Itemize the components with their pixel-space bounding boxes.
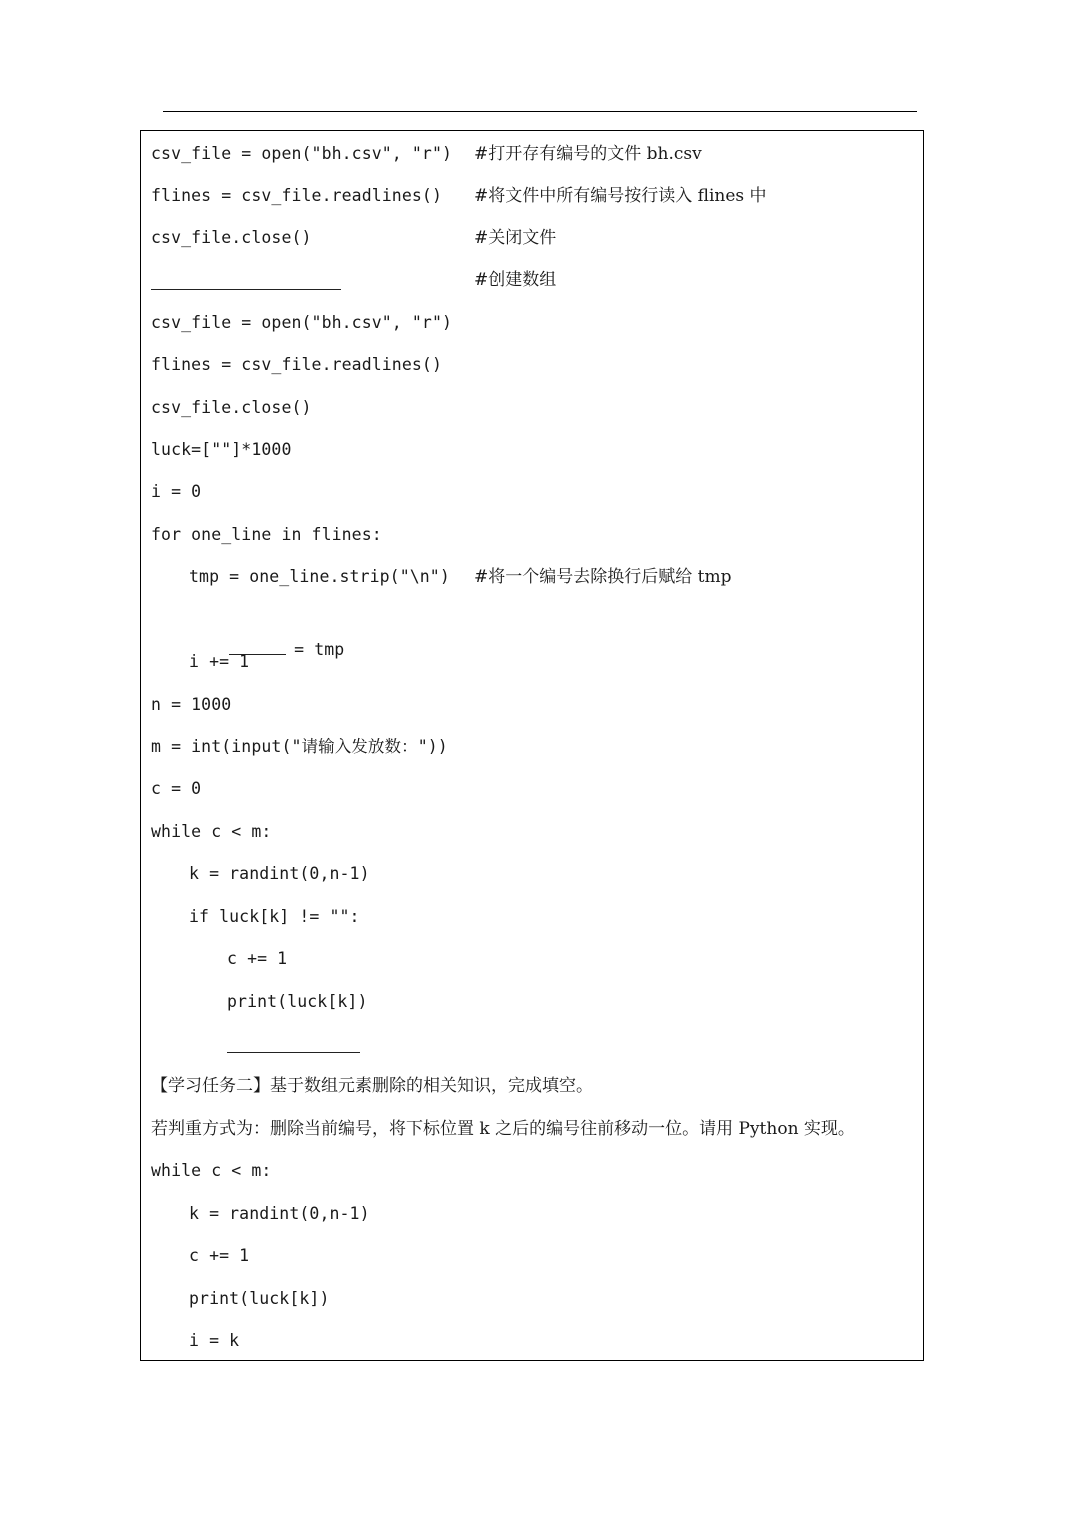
code-comment: #将文件中所有编号按行读入 flines 中	[474, 186, 767, 206]
code-line: i = k	[189, 1331, 240, 1350]
task-description: 若判重方式为：删除当前编号，将下标位置 k 之后的编号往前移动一位。请用 Python 实现。	[151, 1119, 855, 1139]
code-line: csv_file.close()	[151, 398, 312, 417]
code-line: csv_file = open("bh.csv", "r")	[151, 144, 453, 163]
fill-in-blank-mark-used[interactable]	[227, 1052, 360, 1053]
code-line: print(luck[k])	[189, 1289, 330, 1308]
code-line: print(luck[k])	[227, 992, 368, 1011]
code-line: csv_file.close()	[151, 228, 312, 247]
task-heading: 【学习任务二】基于数组元素删除的相关知识，完成填空。	[151, 1076, 593, 1096]
code-comment: #关闭文件	[474, 228, 557, 248]
code-line: k = randint(0,n-1)	[189, 1204, 370, 1223]
code-line: flines = csv_file.readlines()	[151, 355, 442, 374]
code-line: for one_line in flines:	[151, 525, 382, 544]
code-line: flines = csv_file.readlines()	[151, 186, 442, 205]
code-line: i += 1	[189, 652, 250, 671]
fill-in-blank-create-array[interactable]	[151, 289, 341, 290]
code-line: k = randint(0,n-1)	[189, 864, 370, 883]
code-line: i = 0	[151, 482, 202, 501]
code-line-with-blank	[189, 605, 345, 659]
code-line: luck=[""]*1000	[151, 440, 292, 459]
code-line: c += 1	[189, 1246, 250, 1265]
code-line: n = 1000	[151, 695, 232, 714]
code-line: while c < m:	[151, 822, 272, 841]
code-line: m = int(input("请输入发放数："))	[151, 737, 448, 756]
code-line: c = 0	[151, 779, 202, 798]
code-line: while c < m:	[151, 1161, 272, 1180]
code-line: c += 1	[227, 949, 288, 968]
document-box	[140, 130, 924, 1361]
code-fragment: = tmp	[294, 640, 345, 659]
code-comment: #打开存有编号的文件 bh.csv	[474, 144, 702, 164]
code-line: csv_file = open("bh.csv", "r")	[151, 313, 453, 332]
code-line: tmp = one_line.strip("\n")	[189, 567, 450, 586]
header-rule	[163, 111, 917, 112]
code-comment: #将一个编号去除换行后赋给 tmp	[474, 567, 732, 587]
code-comment: #创建数组	[474, 270, 557, 290]
code-line: if luck[k] != "":	[189, 907, 360, 926]
